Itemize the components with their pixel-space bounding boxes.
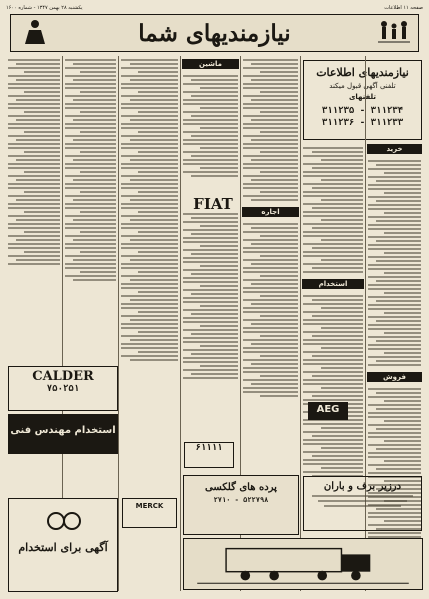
date-line: یکشنبه ۲۸ بهمن ۱۳۴۷ - شماره ۱۶۰۰ <box>6 4 83 11</box>
logo-icon <box>44 511 84 531</box>
truck-ad <box>183 538 423 590</box>
aeg-logo: AEG <box>308 402 348 420</box>
text-block <box>301 292 365 480</box>
calder-brand: CALDER <box>32 369 94 384</box>
family-figures-icon <box>376 18 412 48</box>
text-block <box>181 210 240 382</box>
classifieds-banner <box>10 14 419 52</box>
phone-number-ad <box>184 442 234 468</box>
agents-title: آگهی برای استخدام <box>18 541 108 554</box>
text-block <box>119 56 180 364</box>
page-label: صفحه ۱۱ اطلاعات <box>384 4 423 11</box>
main-ad-phones-2: ۳۱۱۲۳۳ - ۳۱۱۲۳۶ <box>321 118 404 128</box>
main-ad-title: نیازمندیهای اطلاعات <box>316 66 409 79</box>
snow-rain-ad <box>303 476 422 531</box>
section-mashin: ماشین <box>182 59 239 69</box>
section-estekhdam: استخدام <box>302 279 364 289</box>
figure-icon <box>17 18 53 48</box>
phone-number: ۶۱۱۱۱ <box>195 443 223 453</box>
main-ad-phone-label: تلفنهای <box>348 93 377 101</box>
main-ad-subtitle: تلفنی آگهی قبول میکند <box>329 82 396 90</box>
snow-rain-title: درزیر برف و باران <box>323 481 402 492</box>
merck-ad: MERCK <box>122 498 177 528</box>
text-block <box>63 56 118 284</box>
agents-ad <box>8 498 118 592</box>
section-forush: فروش <box>367 372 422 382</box>
hiring-ad <box>8 414 118 454</box>
text-block <box>181 72 240 180</box>
galaxy-curtain-ad <box>183 475 299 535</box>
text-block <box>241 220 300 400</box>
calder-ad <box>8 366 118 411</box>
fiat-logo: FIAT <box>193 195 233 213</box>
page-header-line <box>6 3 423 12</box>
text-block <box>366 157 423 369</box>
main-ad-phones-1: ۳۱۱۲۳۴ - ۳۱۱۲۳۵ <box>321 106 404 116</box>
hiring-title: استخدام مهندس فنی <box>10 425 116 436</box>
text-block <box>241 56 300 204</box>
text-block <box>301 144 365 276</box>
galaxy-phone: ۵۲۲۷۹۸ - ۲۷۱۰ <box>213 496 269 504</box>
banner-title: نیازمندیهای شما <box>138 19 291 47</box>
text-block <box>6 56 62 268</box>
section-kharid: خرید <box>367 144 422 154</box>
section-ejareh: اجاره <box>242 207 299 217</box>
truck-icon <box>184 539 422 589</box>
calder-phone: ۷۵۰۲۵۱ <box>46 384 80 394</box>
galaxy-title: پرده های گلکسی <box>205 482 277 493</box>
